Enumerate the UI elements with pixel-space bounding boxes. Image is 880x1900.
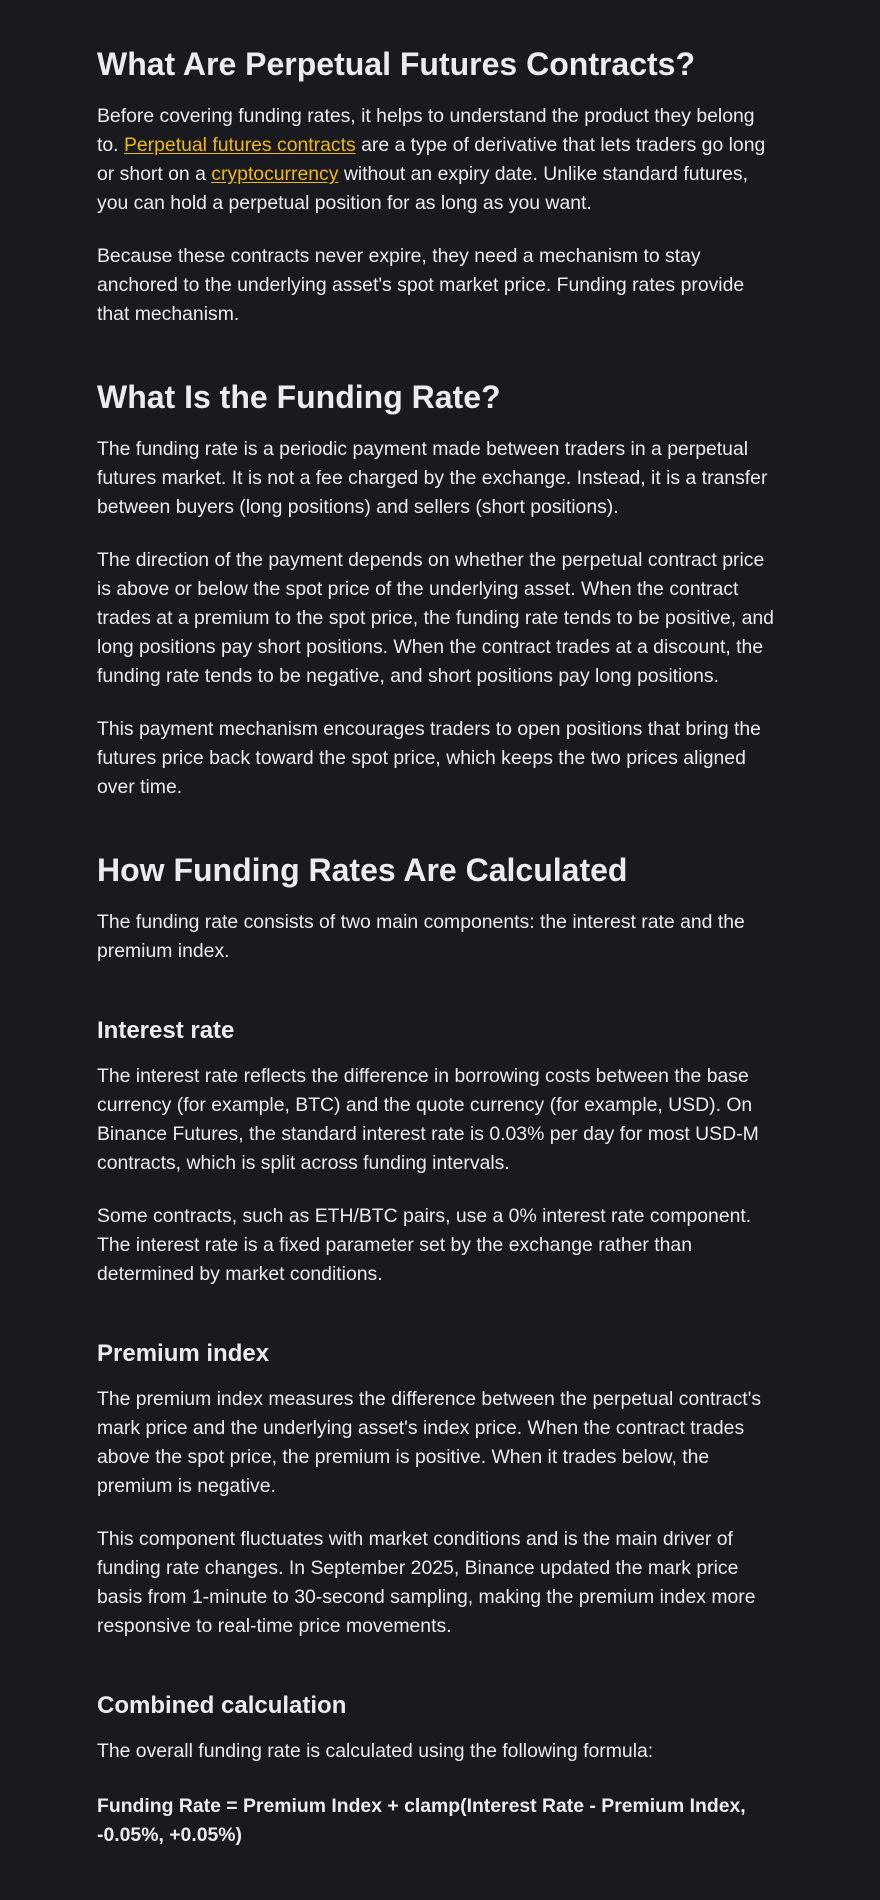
paragraph-calculation-intro: The funding rate consists of two main components: the interest rate and the premium index. [97, 911, 745, 962]
section-calculation [97, 850, 777, 1850]
subheading-premium-index: Premium index [97, 1340, 270, 1367]
link-cryptocurrency[interactable]: cryptocurrency [211, 163, 339, 185]
text-segment: are a type of derivative that lets traders go long or short on a [97, 134, 766, 185]
heading-perpetual-futures: What Are Perpetual Futures Contracts? [97, 46, 696, 82]
text-segment: Before covering funding rates, it helps to understand the product they belong to. [97, 105, 755, 156]
subheading-interest-rate: Interest rate [97, 1017, 235, 1044]
section-perpetual-futures [97, 44, 777, 329]
subheading-combined-calculation: Combined calculation [97, 1692, 347, 1719]
paragraph-interest-fixed: Some contracts, such as ETH/BTC pairs, use a 0% interest rate component. The interest rate is a fixed parameter set by the exchange rather than determined by market conditions. [97, 1205, 752, 1285]
paragraph-perpetual-mechanism: Because these contracts never expire, they need a mechanism to stay anchored to the underlying asset's spot market price. Funding rates provide that mechanism. [97, 245, 745, 325]
heading-calculation: How Funding Rates Are Calculated [97, 852, 628, 888]
link-perpetual-futures-contracts[interactable]: Perpetual futures contracts [123, 134, 356, 156]
section-funding-rate [97, 377, 777, 802]
paragraph-perpetual-intro [97, 102, 777, 218]
article-body [97, 0, 777, 1850]
text-segment: without an expiry date. Unlike standard futures, you can hold a perpetual position for as long as you want. [97, 163, 749, 214]
paragraph-combined-intro: The overall funding rate is calculated using the following formula: [97, 1740, 654, 1762]
paragraph-premium-definition: The premium index measures the difference between the perpetual contract's mark price and the underlying asset's index price. When the contract trades above the spot price, the premium is positive. When it trades below, the premium is negative. [97, 1388, 762, 1497]
paragraph-premium-update: This component fluctuates with market conditions and is the main driver of funding rate changes. In September 2025, Binance updated the mark price basis from 1-minute to 30-second sampling, making the premium index more responsive to real-time price movements. [97, 1528, 756, 1637]
paragraph-funding-direction: The direction of the payment depends on whether the perpetual contract price is above or below the spot price of the underlying asset. When the contract trades at a premium to the spot price, the funding rate tends to be positive, and long positions pay short positions. When the contract trades at a discount, the funding rate tends to be negative, and short positions pay long positions. [97, 549, 774, 687]
paragraph-funding-definition: The funding rate is a periodic payment made between traders in a perpetual futures market. It is not a fee charged by the exchange. Instead, it is a transfer between buyers (long positions) and sellers (short positions). [97, 438, 768, 518]
paragraph-funding-mechanism: This payment mechanism encourages traders to open positions that bring the futures price back toward the spot price, which keeps the two prices aligned over time. [97, 718, 761, 798]
funding-rate-formula: Funding Rate = Premium Index + clamp(Interest Rate - Premium Index, -0.05%, +0.05%) [97, 1795, 746, 1846]
paragraph-interest-definition: The interest rate reflects the difference in borrowing costs between the base currency (for example, BTC) and the quote currency (for example, USD). On Binance Futures, the standard interest rate is 0.03% per day for most USD-M contracts, which is split across funding intervals. [97, 1065, 759, 1174]
heading-funding-rate: What Is the Funding Rate? [97, 379, 501, 415]
